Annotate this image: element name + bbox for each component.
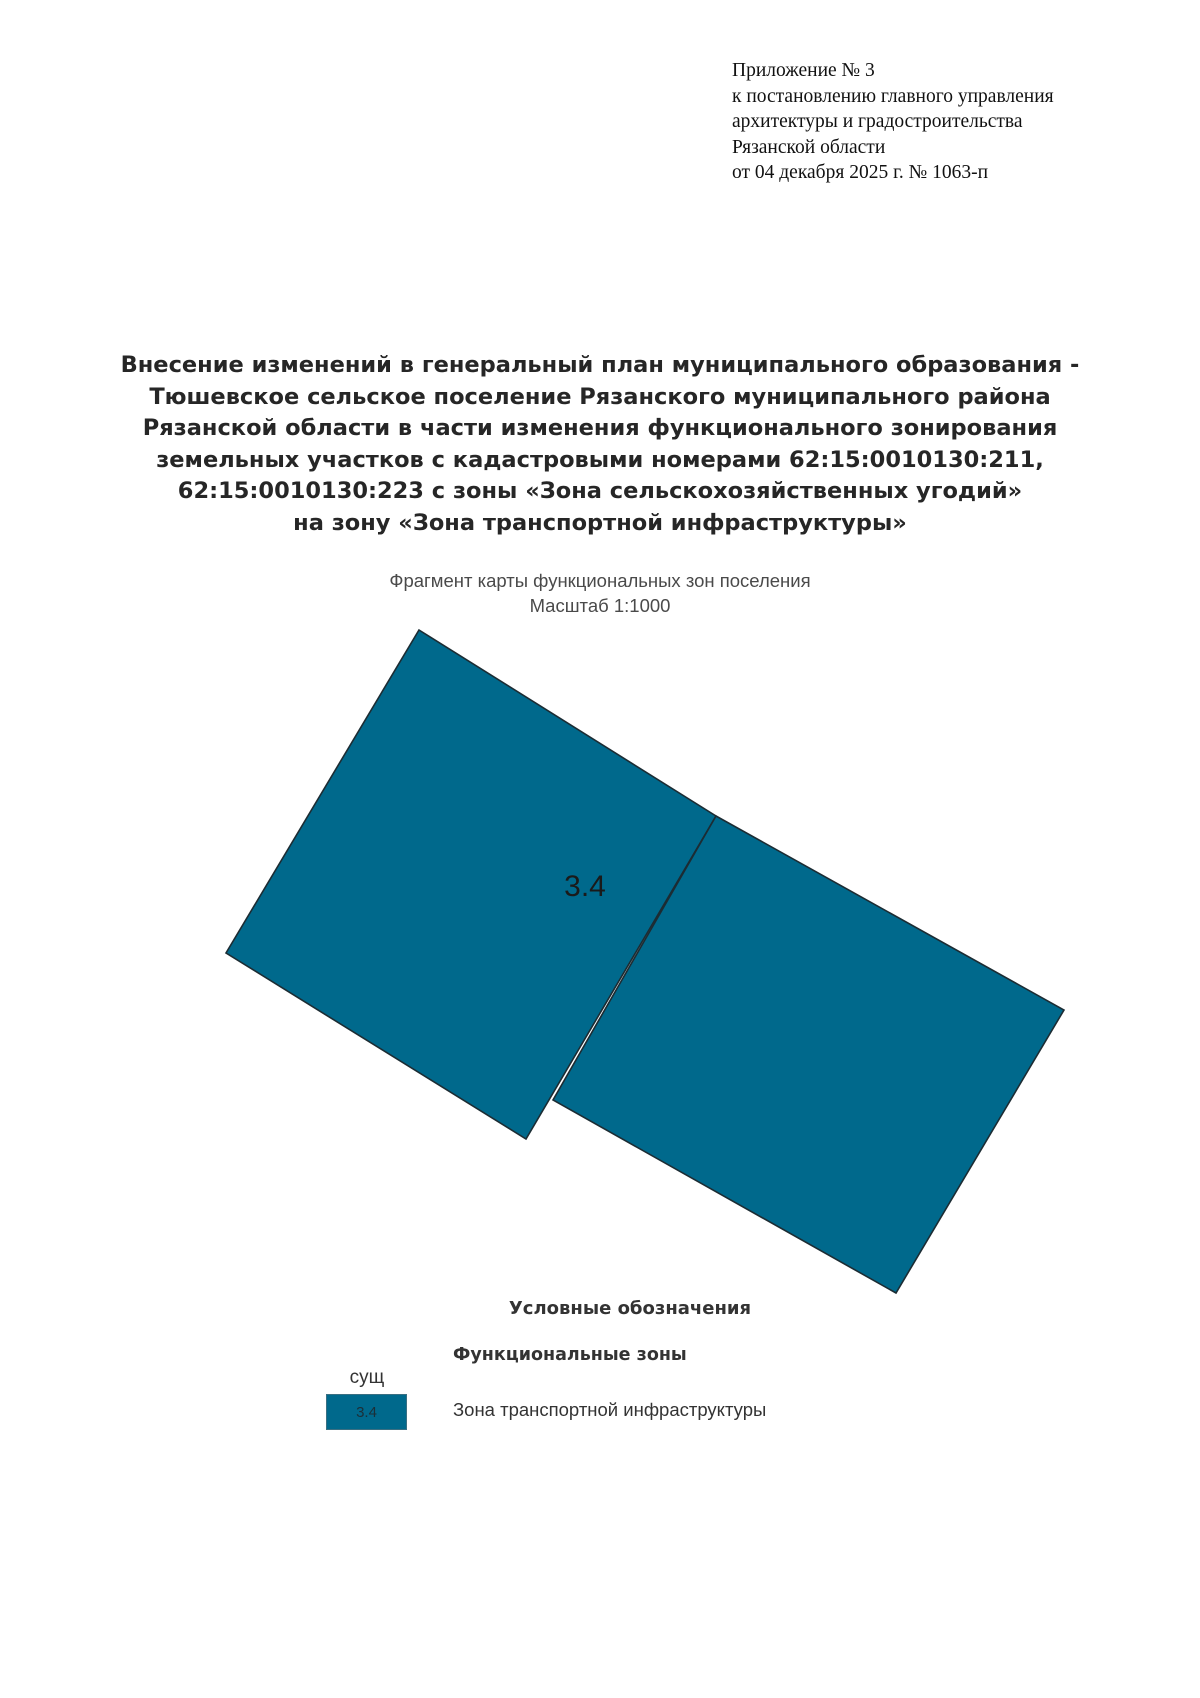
title-line-5: 62:15:0010130:223 с зоны «Зона сельскохозяйственных угодий»	[177, 478, 1023, 504]
legend-swatch-3-4	[326, 1394, 407, 1430]
map-caption: Фрагмент карты функциональных зон поселения	[389, 570, 811, 591]
legend-subtitle: Функциональные зоны	[453, 1345, 687, 1365]
zone-label: 3.4	[564, 870, 606, 903]
title-line-2: Тюшевское сельское поселение Рязанского муниципального района	[149, 383, 1051, 410]
legend-swatch-code: 3.4	[356, 1403, 377, 1421]
legend-title: Условные обозначения	[508, 1298, 752, 1319]
title-line-3: Рязанской области в части изменения функционального зонирования	[142, 415, 1058, 441]
map-caption-block	[300, 568, 900, 618]
legend-item-label: Зона транспортной инфраструктуры	[453, 1399, 767, 1420]
document-title	[100, 350, 1100, 539]
legend-column-header: сущ	[349, 1367, 385, 1388]
title-line-1: Внесение изменений в генеральный план муниципального образования -	[120, 352, 1080, 378]
appendix-date-number: от 04 декабря 2025 г. № 1063-п	[732, 162, 989, 183]
appendix-line-4: Рязанской области	[732, 136, 886, 158]
appendix-line-2: к постановлению главного управления	[732, 85, 1054, 107]
appendix-header	[732, 58, 1172, 186]
appendix-line-3: архитектуры и градостроительства	[732, 111, 1023, 132]
appendix-number: Приложение № 3	[732, 60, 875, 81]
title-line-4: земельных участков с кадастровыми номерами 62:15:0010130:211,	[156, 446, 1044, 473]
map-scale: Масштаб 1:1000	[529, 595, 671, 616]
title-line-6: на зону «Зона транспортной инфраструктуры»	[293, 509, 907, 536]
